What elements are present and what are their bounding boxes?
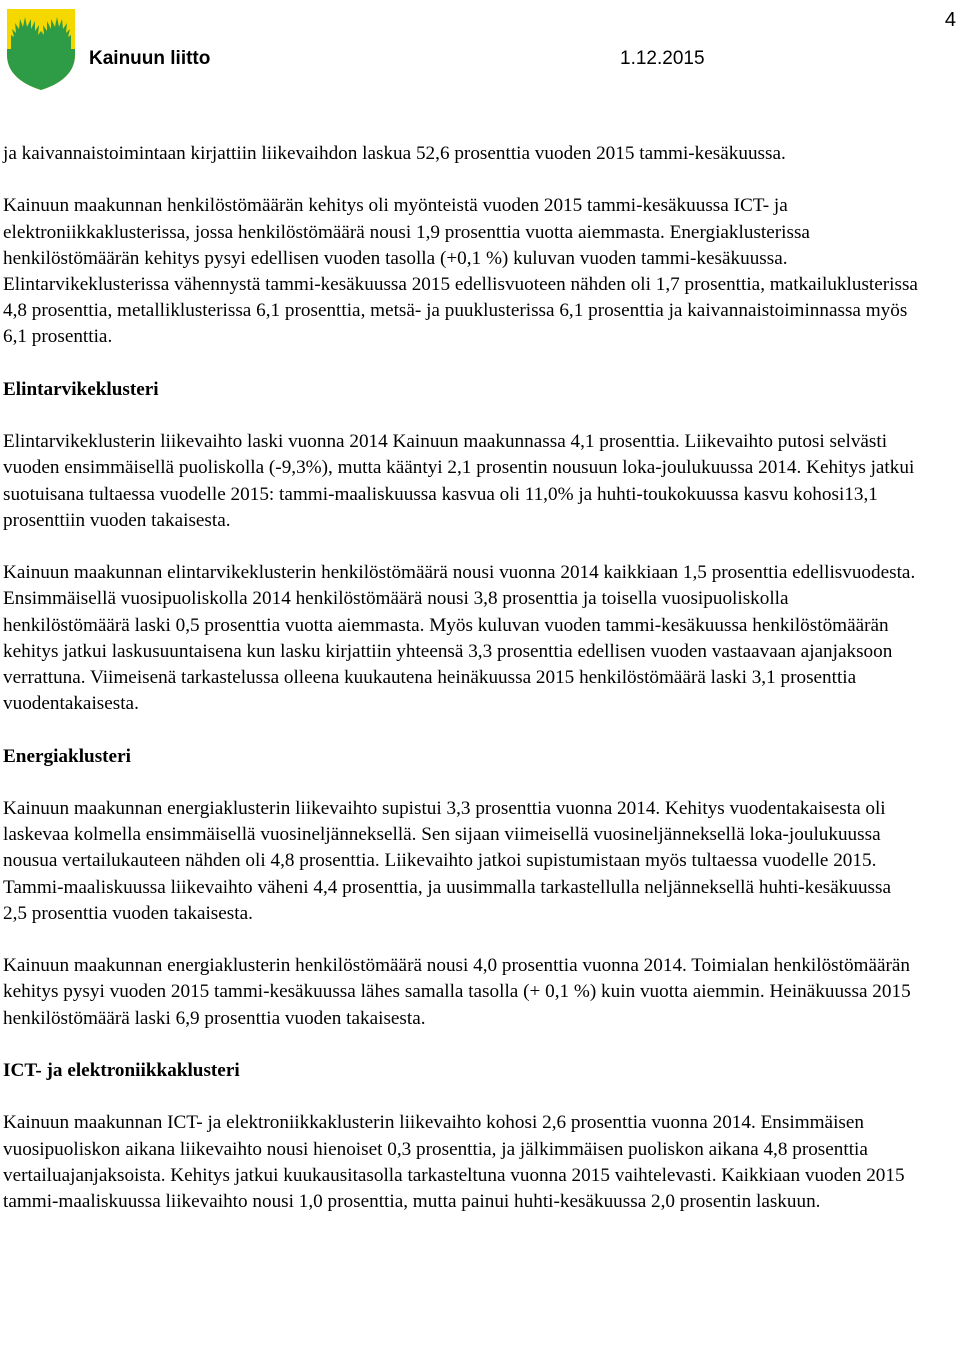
kainuu-coat-of-arms-icon bbox=[5, 7, 77, 91]
section-heading: Energiaklusteri bbox=[3, 745, 131, 767]
paragraph: Kainuun maakunnan elintarvikeklusterin henkilöstömäärä nousi vuonna 2014 kaikkiaan 1,5 prosenttia edellisvuodesta. Ensimmäisellä vuosipuoliskolla 2014 henkilöstömäärä nousi 3,8 prosenttia ja toisella vuosipuoliskolla henkilöstömäärä laski 0,5 prosenttia vuotta aiemmasta. Myös kuluvan vuoden tammi-kesäkuussa henkilöstömäärän kehitys jatkui laskusuuntaisena kun lasku kirjattiin yhteensä 3,3 prosenttia edellisen vuoden vastaavaan ajanjaksoon verrattuna. Viimeisenä tarkastelussa olleena kuukautena heinäkuussa 2015 henkilöstömäärä laski 3,1 prosenttia vuodentakaisesta. bbox=[3, 562, 916, 715]
page-number: 4 bbox=[944, 9, 956, 31]
organization-name: Kainuun liitto bbox=[89, 48, 211, 69]
paragraph: Kainuun maakunnan henkilöstömäärän kehitys oli myönteistä vuoden 2015 tammi-kesäkuussa ICT- ja elektroniikkaklusterissa, jossa henkilöstömäärä nousi 1,9 prosenttia vuotta aiemmasta. Energiaklusterissa henkilöstömäärän kehitys pysyi edellisen vuoden tasolla (+0,1 %) kuluvan vuoden tammi-kesäkuussa. Elintarvikeklusterissa vähennystä tammi-kesäkuussa 2015 edellisvuoteen nähden oli 1,7 prosenttia, matkailuklusterissa 4,8 prosenttia, metalliklusterissa 6,1 prosenttia, metsä- ja puuklusterissa 6,1 prosenttia ja kaivannaistoiminnassa myös 6,1 prosenttia. bbox=[3, 195, 918, 348]
paragraph: Elintarvikeklusterin liikevaihto laski vuonna 2014 Kainuun maakunnassa 4,1 prosenttia. Liikevaihto putosi selvästi vuoden ensimmäisellä puoliskolla (-9,3%), mutta kääntyi 2,1 prosentin nousuun loka-joulukuussa 2014. Kehitys jatkui suotuisana tultaessa vuodelle 2015: tammi-maaliskuussa kasvua oli 11,0% ja huhti-toukokuussa kasvu kohosi13,1 prosenttiin vuoden takaisesta. bbox=[3, 431, 915, 531]
paragraph: Kainuun maakunnan energiaklusterin liikevaihto supistui 3,3 prosenttia vuonna 2014. Kehitys vuodentakaisesta oli laskevaa kolmella ensimmäisellä vuosineljänneksellä. Sen sijaan viimeisellä vuosineljänneksellä loka-joulukuussa nousua vertailukauteen nähden oli 4,8 prosenttia. Liikevaihto jatkoi supistumistaan myös tultaessa vuodelle 2015. Tammi-maaliskuussa liikevaihto väheni 4,4 prosenttia, ja uusimmalla tarkastellulla neljänneksellä huhti-kesäkuussa 2,5 prosenttia vuoden takaisesta. bbox=[3, 797, 891, 924]
paragraph: Kainuun maakunnan ICT- ja elektroniikkaklusterin liikevaihto kohosi 2,6 prosenttia vuonna 2014. Ensimmäisen vuosipuoliskon aikana liikevaihto nousi hienoiset 0,3 prosenttia, ja jälkimmäisen puoliskon aikana 4,8 prosenttia vertailuajanjaksoista. Kehitys jatkui kuukausitasolla tarkasteltuna vuonna 2015 vaihtelevasti. Kaikkiaan vuoden 2015 tammi-maaliskuussa liikevaihto nousi 1,0 prosenttia, mutta painui huhti-kesäkuussa 2,0 prosentin laskuun. bbox=[3, 1112, 905, 1212]
document-body bbox=[3, 141, 918, 1215]
section-heading: ICT- ja elektroniikkaklusteri bbox=[3, 1059, 240, 1081]
document-date: 1.12.2015 bbox=[620, 48, 705, 69]
paragraph: ja kaivannaistoimintaan kirjattiin liikevaihdon laskua 52,6 prosenttia vuoden 2015 tammi-kesäkuussa. bbox=[3, 143, 786, 164]
section-heading: Elintarvikeklusteri bbox=[3, 378, 159, 400]
paragraph: Kainuun maakunnan energiaklusterin henkilöstömäärä nousi 4,0 prosenttia vuonna 2014. Toimialan henkilöstömäärän kehitys pysyi vuoden 2015 tammi-kesäkuussa lähes samalla tasolla (+ 0,1 %) kuin vuotta aiemmin. Heinäkuussa 2015 henkilöstömäärä laski 6,9 prosenttia vuoden takaisesta. bbox=[3, 955, 911, 1029]
